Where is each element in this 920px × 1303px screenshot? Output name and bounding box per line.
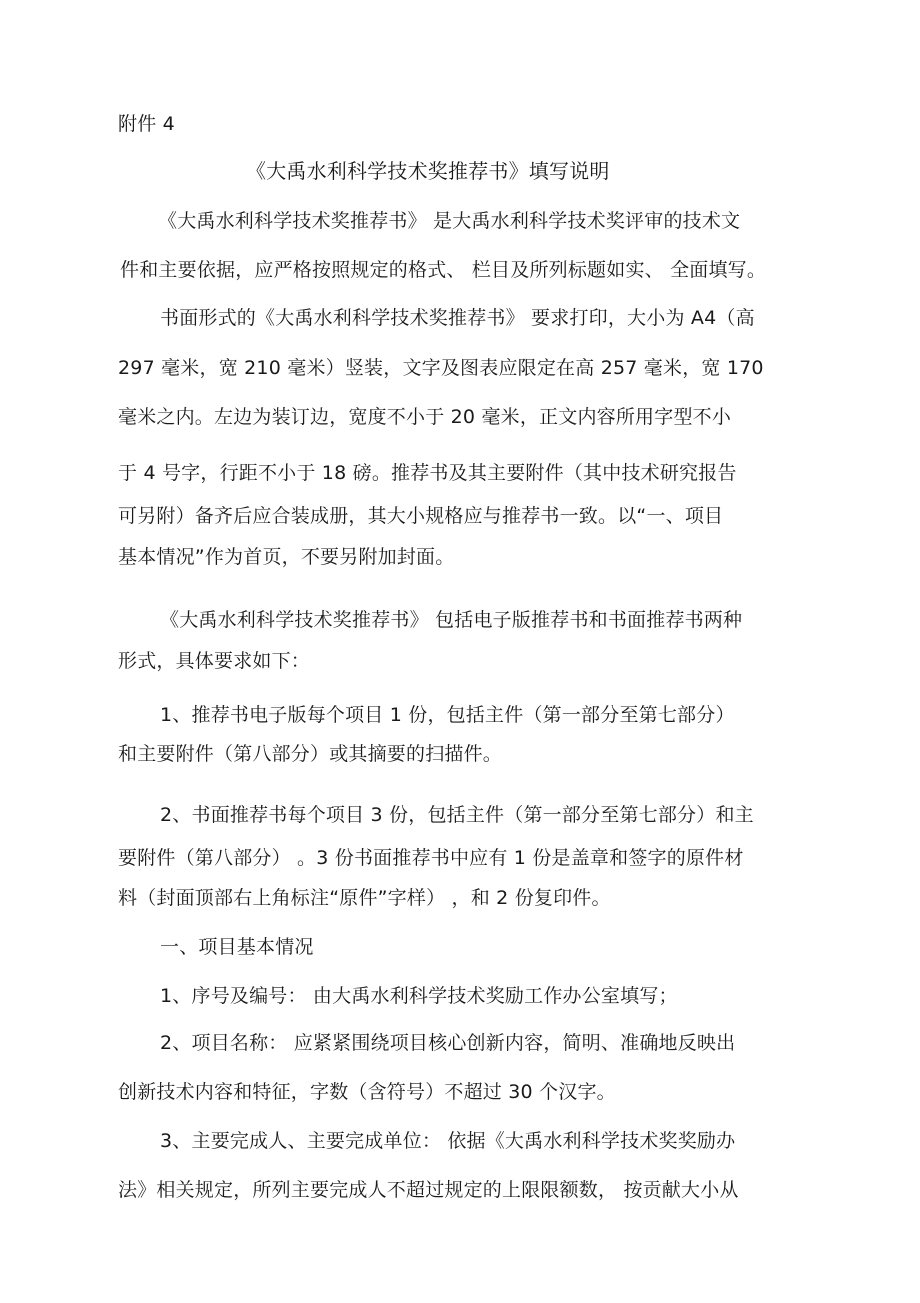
paragraph-line: 书面形式的《大禹水利科学技术奖推荐书》 要求打印，大小为 A4（高 xyxy=(160,307,755,329)
paragraph-line: 毫米之内。左边为装订边，宽度不小于 20 毫米，正文内容所用字型不小 xyxy=(118,406,732,428)
paragraph-line: 《大禹水利科学技术奖推荐书》 是大禹水利科学技术奖评审的技术文 xyxy=(158,210,741,232)
section-heading: 一、项目基本情况 xyxy=(160,936,314,958)
paragraph-line: 2、项目名称： 应紧紧围绕项目核心创新内容，简明、准确地反映出 xyxy=(160,1032,736,1054)
paragraph-line: 件和主要依据，应严格按照规定的格式、 栏目及所列标题如实、 全面填写。 xyxy=(120,259,767,281)
attachment-label: 附件 4 xyxy=(118,113,175,135)
paragraph-line: 形式，具体要求如下： xyxy=(118,650,311,672)
paragraph-line: 创新技术内容和特征，字数（含符号）不超过 30 个汉字。 xyxy=(118,1081,616,1103)
paragraph-line: 1、序号及编号： 由大禹水利科学技术奖励工作办公室填写； xyxy=(160,985,678,1007)
paragraph-line: 2、书面推荐书每个项目 3 份，包括主件（第一部分至第七部分）和主 xyxy=(160,804,754,826)
paragraph-line: 297 毫米，宽 210 毫米）竖装，文字及图表应限定在高 257 毫米，宽 170 xyxy=(118,357,764,379)
paragraph-line: 3、主要完成人、主要完成单位： 依据《大禹水利科学技术奖奖励办 xyxy=(160,1130,736,1152)
document-title: 《大禹水利科学技术奖推荐书》填写说明 xyxy=(246,159,610,183)
paragraph-line: 1、推荐书电子版每个项目 1 份，包括主件（第一部分至第七部分） xyxy=(160,704,735,726)
paragraph-line: 料（封面顶部右上角标注“原件”字样） ，和 2 份复印件。 xyxy=(118,887,611,909)
paragraph-line: 《大禹水利科学技术奖推荐书》 包括电子版推荐书和书面推荐书两种 xyxy=(160,609,743,631)
paragraph-line: 于 4 号字，行距不小于 18 磅。推荐书及其主要附件（其中技术研究报告 xyxy=(118,462,737,484)
paragraph-line: 基本情况”作为首页，不要另附加封面。 xyxy=(118,546,455,568)
paragraph-line: 要附件（第八部分） 。3 份书面推荐书中应有 1 份是盖章和签字的原件材 xyxy=(118,847,744,869)
paragraph-line: 法》相关规定，所列主要完成人不超过规定的上限限额数， 按贡献大小从 xyxy=(118,1179,739,1201)
paragraph-line: 可另附）备齐后应合装成册，其大小规格应与推荐书一致。以“一、项目 xyxy=(118,505,724,527)
paragraph-line: 和主要附件（第八部分）或其摘要的扫描件。 xyxy=(118,743,503,765)
